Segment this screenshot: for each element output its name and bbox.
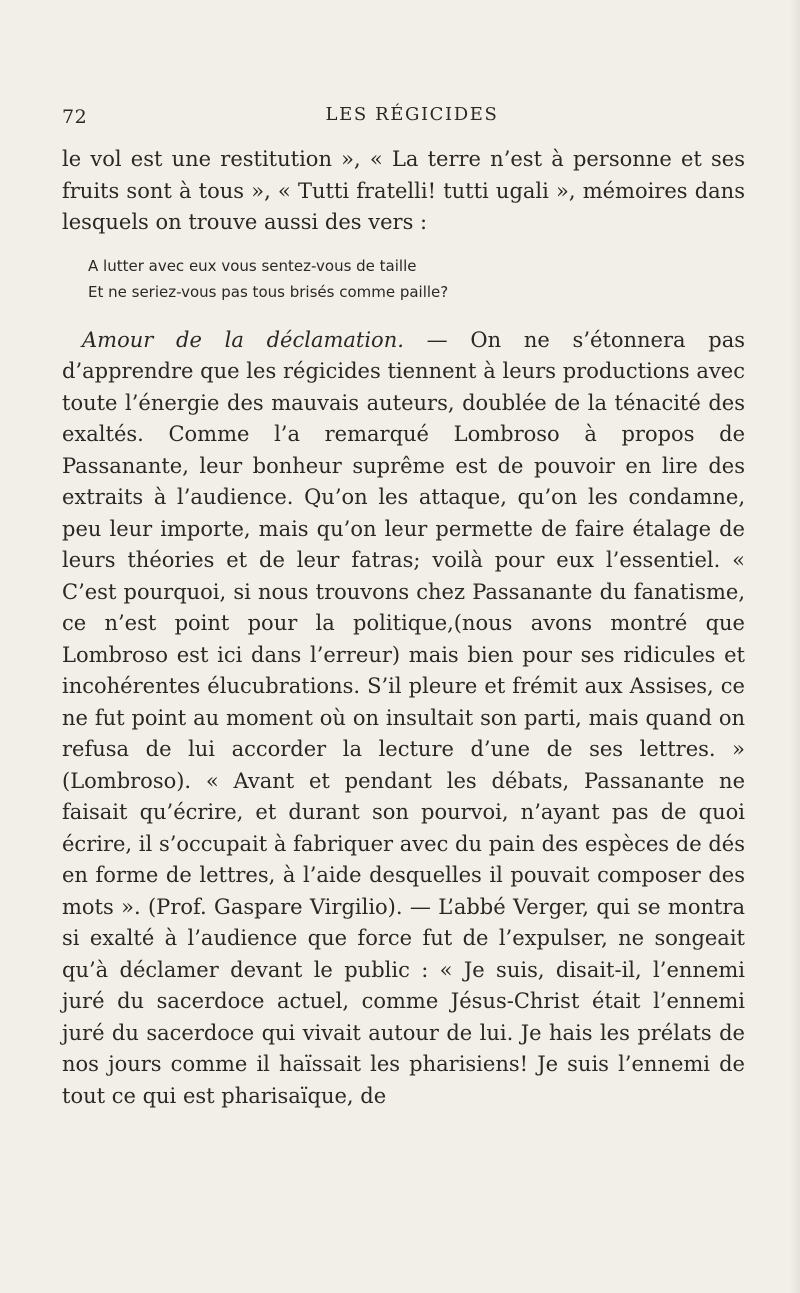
verse-quotation [62,253,745,305]
paragraph-declamation-text: — On ne s’étonnera pas d’apprendre que les régicides tiennent à leurs productions avec toute l’énergie des mauvais auteurs, doublée de la ténacité des exaltés. Comme l’a remarqué Lombroso à propos de Passanante, leur bonheur suprême est de pouvoir en lire des extraits à l’audience. Qu’on les attaque, qu’on les condamne, peu leur importe, mais qu’on leur permette de faire étalage de leurs théories et de leur fatras; voilà pour eux l’essentiel. « C’est pourquoi, si nous trouvons chez Passanante du fanatisme, ce n’est point pour la politique,(nous avons montré que Lombroso est ici dans l’erreur) mais bien pour ses ridicules et incohérentes élucubrations. S’il pleure et frémit aux Assises, ce ne fut point au moment où on insultait son parti, mais quand on refusa de lui accorder la lecture d’une de ses lettres. » (Lombroso). « Avant et pendant les débats, Passanante ne faisait qu’écrire, et durant son pourvoi, n’ayant pas de quoi écrire, il s’occupait à fabriquer avec du pain des espèces de dés en forme de lettres, à l’aide desquelles il pouvait composer des mots ». (Prof. Gaspare Virgilio). — L’abbé Verger, qui se montra si exalté à l’audience que force fut de l’expulser, ne songeait qu’à déclamer devant le public : « Je suis, disait-il, l’ennemi juré du sacerdoce actuel, comme Jésus-Christ était l’ennemi juré du sacerdoce qui vivait autour de lui. Je hais les prélats de nos jours comme il haïssait les pharisiens! Je suis l’ennemi de tout ce qui est pharisaïque, de [62,327,746,1108]
page-number: 72 [62,106,88,128]
paragraph-intro: le vol est une restitution », « La terre n’est à personne et ses fruits sont à tous », « Tutti fratelli! tutti ugali », mémoires dans lesquels on trouve aussi des vers : [62,147,745,234]
running-title: LES RÉGICIDES [325,104,499,125]
verse-line: Et ne seriez-vous pas tous brisés comme paille? [88,282,449,301]
body-text [62,144,745,1112]
verse-line: A lutter avec eux vous sentez-vous de taille [88,256,417,275]
section-heading: Amour de la déclamation. [82,327,404,352]
page-header [0,104,800,134]
paragraph-declamation [62,325,745,1113]
